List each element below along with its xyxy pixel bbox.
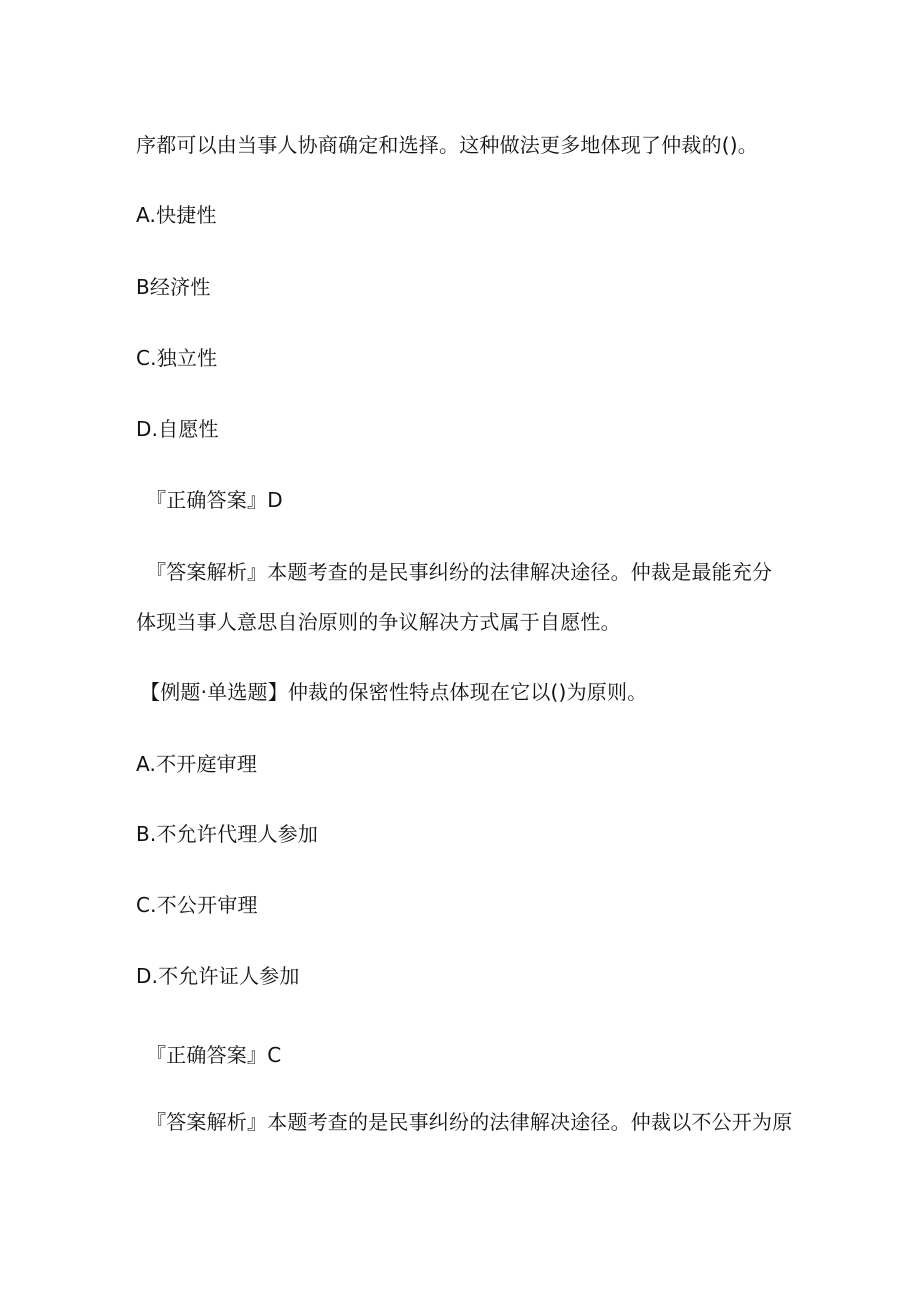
question-2-stem: 【例题·单选题】仲裁的保密性特点体现在它以()为原则。 (140, 680, 648, 704)
question-1-option-a: A.快捷性 (136, 203, 217, 227)
question-1-option-c: C.独立性 (136, 346, 218, 370)
question-2-analysis-line-1: 『答案解析』本题考查的是民事纠纷的法律解决途径。仲裁以不公开为原 (146, 1110, 793, 1134)
question-2-option-b: B.不允许代理人参加 (136, 822, 319, 846)
question-1-option-b: B经济性 (136, 275, 211, 299)
question-1-answer: 『正确答案』D (146, 488, 283, 512)
question-1-option-d: D.自愿性 (136, 417, 219, 441)
question-2-answer: 『正确答案』C (146, 1043, 282, 1067)
question-2-option-c: C.不公开审理 (136, 893, 258, 917)
question-2-option-a: A.不开庭审理 (136, 752, 258, 776)
question-2-option-d: D.不允许证人参加 (136, 964, 300, 988)
question-1-analysis-line-1: 『答案解析』本题考查的是民事纠纷的法律解决途径。仲裁是最能充分 (146, 560, 773, 584)
question-1-analysis-line-2: 体现当事人意思自治原则的争议解决方式属于自愿性。 (136, 610, 621, 634)
question-1-stem: 序都可以由当事人协商确定和选择。这种做法更多地体现了仲裁的()。 (136, 133, 759, 157)
